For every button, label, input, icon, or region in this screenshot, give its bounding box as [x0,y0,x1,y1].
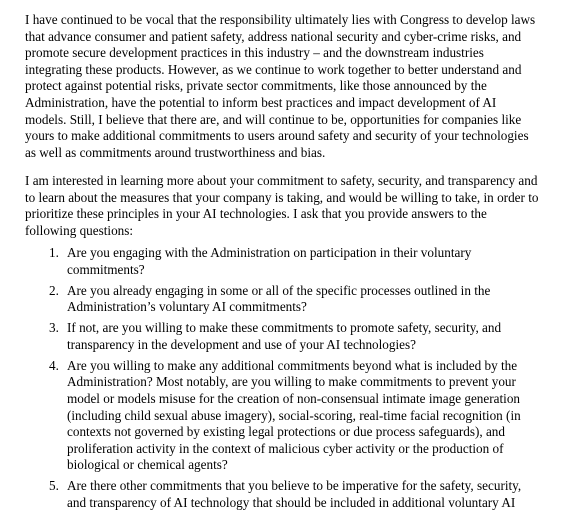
text-line: that advance consumer and patient safety, address national security and cyber-crime risks, and [25,28,522,44]
question-text-line: proliferation activity in the context of malicious cyber activity or the production of [67,440,504,456]
question-item [0,358,569,474]
questions-list [0,245,569,516]
question-text-line: Administration’s voluntary AI commitments? [67,299,307,315]
text-line: promote secure development practices in this industry – and the downstream industries [25,45,484,61]
text-line: protect against potential risks, private sector commitments, like those announced by the [25,78,487,94]
text-line: I have continued to be vocal that the responsibility ultimately lies with Congress to develop laws [25,12,536,27]
question-text-line: contexts not governed by existing legal protections or due process safeguards), and [67,424,505,440]
question-text-line: Are you willing to make any additional commitments beyond what is included by the [67,357,518,373]
text-line: as well as commitments around trustworthiness and bias. [25,144,326,160]
text-line: I am interested in learning more about your commitment to safety, security, and transparency and [25,173,538,188]
question-text-line: If not, are you willing to make these commitments to promote safety, security, and [67,320,502,336]
paragraph-congress-responsibility [25,12,540,161]
question-number: 5. [49,478,59,494]
question-text-line: transparency in the development and use of your AI technologies? [67,336,416,352]
question-text-line: Are there other commitments that you believe to be imperative for the safety, security, [67,478,522,494]
text-line: models. Still, I believe that there are, and will continue to be, opportunities for companies like [25,111,522,127]
question-text-line: (including child sexual abuse imagery), social-scoring, real-time facial recognition (in [67,407,521,423]
question-text-line: Are you already engaging in some or all of the specific processes outlined in the [67,282,491,298]
question-number: 1. [49,245,59,260]
paragraph-interest-in-commitment [25,173,540,239]
question-number: 2. [49,282,59,298]
question-item [0,283,569,316]
question-text-line: biological or chemical agents? [67,457,228,473]
question-text-line: model or models misuse for the creation of non-consensual intimate image generation [67,390,521,406]
text-line: to learn about the measures that your company is taking, and would be willing to take, in order to [25,189,539,205]
text-line: integrating these products. However, as we continue to work together to better understand and [25,61,522,77]
question-text-line: commitments? [67,261,145,277]
text-line: prioritize these principles in your AI technologies. I ask that you provide answers to the [25,206,487,222]
question-number: 4. [49,357,59,373]
question-text-line: and transparency of AI technology that should be included in additional voluntary AI [67,494,516,510]
question-item [0,320,569,353]
question-text-line: Are you engaging with the Administration on participation in their voluntary [67,245,472,260]
question-item [0,245,569,278]
question-number: 3. [49,320,59,336]
text-line: following questions: [25,222,134,238]
question-text-line: Administration? Most notably, are you willing to make commitments to prevent your [67,374,516,390]
question-item [0,478,569,511]
text-line: Administration, have the potential to inform best practices and impact development of AI [25,94,497,110]
text-line: yours to make additional commitments to users around safety and security of your technologies [25,128,529,144]
